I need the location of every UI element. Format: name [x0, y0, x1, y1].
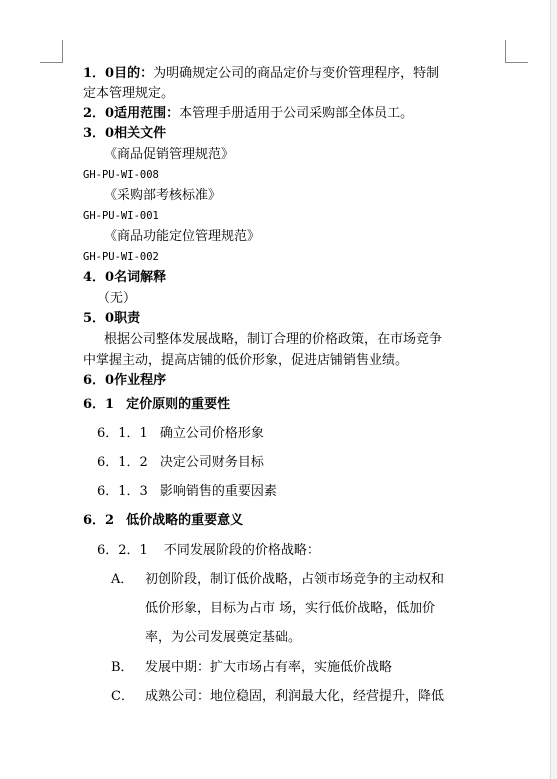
section-6-2-title: 低价战略的重要意义	[126, 513, 244, 528]
section-5-text-line-1: 根据公司整体发展战略，制订合理的价格政策，在市场竞争	[104, 332, 443, 347]
section-6-2-heading	[83, 512, 243, 530]
section-6-1-title: 定价原则的重要性	[126, 397, 231, 412]
section-6-2-1-line	[97, 542, 320, 560]
section-5-title: 职责	[114, 311, 141, 326]
related-doc-name: 《采购部考核标准》	[104, 188, 222, 203]
section-1-text: 为明确规定公司的商品定价与变价管理程序，特制	[153, 66, 440, 81]
section-2-line	[83, 105, 413, 123]
list-item-text: 确立公司价格形象	[159, 426, 264, 441]
section-4-text: （无）	[97, 291, 137, 306]
section-1-line-2: 定本管理规定。	[83, 86, 175, 101]
strategy-item-text: 发展中期：扩大市场占有率，实施低价战略	[145, 660, 393, 675]
list-item-number: 6．1．1	[97, 426, 148, 441]
list-item	[97, 483, 277, 501]
strategy-item-c	[111, 688, 444, 706]
section-5-heading	[83, 310, 140, 328]
list-item	[97, 454, 264, 472]
section-5-text-line-2: 中掌握主动，提高店铺的低价形象，促进店铺销售业绩。	[83, 353, 409, 368]
strategy-item-a-line-2: 低价形象，目标为占市 场，实行低价战略，低加价	[145, 601, 436, 616]
strategy-item-a	[111, 571, 444, 589]
section-1-title: 目的：	[114, 66, 154, 81]
section-4-number: 4．0	[83, 270, 115, 285]
list-item-number: 6．1．2	[97, 455, 148, 470]
strategy-item-a-line-3: 率，为公司发展奠定基础。	[145, 630, 302, 645]
section-6-1-number: 6．1	[83, 397, 115, 412]
crop-mark-top-right	[505, 40, 528, 63]
page-frame-edge	[550, 0, 557, 779]
section-3-heading	[83, 125, 166, 143]
list-item-text: 决定公司财务目标	[159, 455, 264, 470]
related-doc-code: GH-PU-WI-008	[83, 169, 159, 181]
related-doc-code: GH-PU-WI-001	[83, 210, 159, 222]
list-item-text: 影响销售的重要因素	[159, 484, 277, 499]
section-6-1-heading	[83, 396, 230, 414]
section-6-title: 作业程序	[114, 373, 167, 388]
strategy-item-marker: B．	[111, 660, 134, 675]
section-3-title: 相关文件	[114, 126, 167, 141]
section-4-title: 名词解释	[114, 270, 167, 285]
strategy-item-text: 初创阶段，制订低价战略，占领市场竞争的主动权和	[145, 572, 445, 587]
strategy-item-marker: C．	[111, 689, 134, 704]
section-2-title: 适用范围：	[114, 106, 180, 121]
list-item	[97, 425, 264, 443]
strategy-item-b	[111, 659, 392, 677]
list-item-number: 6．1．3	[97, 484, 148, 499]
section-6-2-1-text: 不同发展阶段的价格战略：	[163, 543, 320, 558]
section-4-heading	[83, 269, 166, 287]
section-3-number: 3．0	[83, 126, 115, 141]
section-1-number: 1．0	[83, 66, 115, 81]
crop-mark-top-left	[40, 40, 63, 63]
section-5-number: 5．0	[83, 311, 115, 326]
related-doc-name: 《商品功能定位管理规范》	[104, 229, 261, 244]
related-doc-name: 《商品促销管理规范》	[104, 147, 235, 162]
strategy-item-marker: A．	[111, 572, 134, 587]
section-2-number: 2．0	[83, 106, 115, 121]
section-6-2-number: 6．2	[83, 513, 115, 528]
related-doc-code: GH-PU-WI-002	[83, 251, 159, 263]
strategy-item-text: 成熟公司：地位稳固，利润最大化，经营提升，降低	[145, 689, 445, 704]
section-6-number: 6．0	[83, 373, 115, 388]
section-6-heading	[83, 372, 166, 390]
section-2-text: 本管理手册适用于公司采购部全体员工。	[179, 106, 414, 121]
section-6-2-1-number: 6．2．1	[97, 543, 148, 558]
section-1-line-1	[83, 65, 439, 83]
